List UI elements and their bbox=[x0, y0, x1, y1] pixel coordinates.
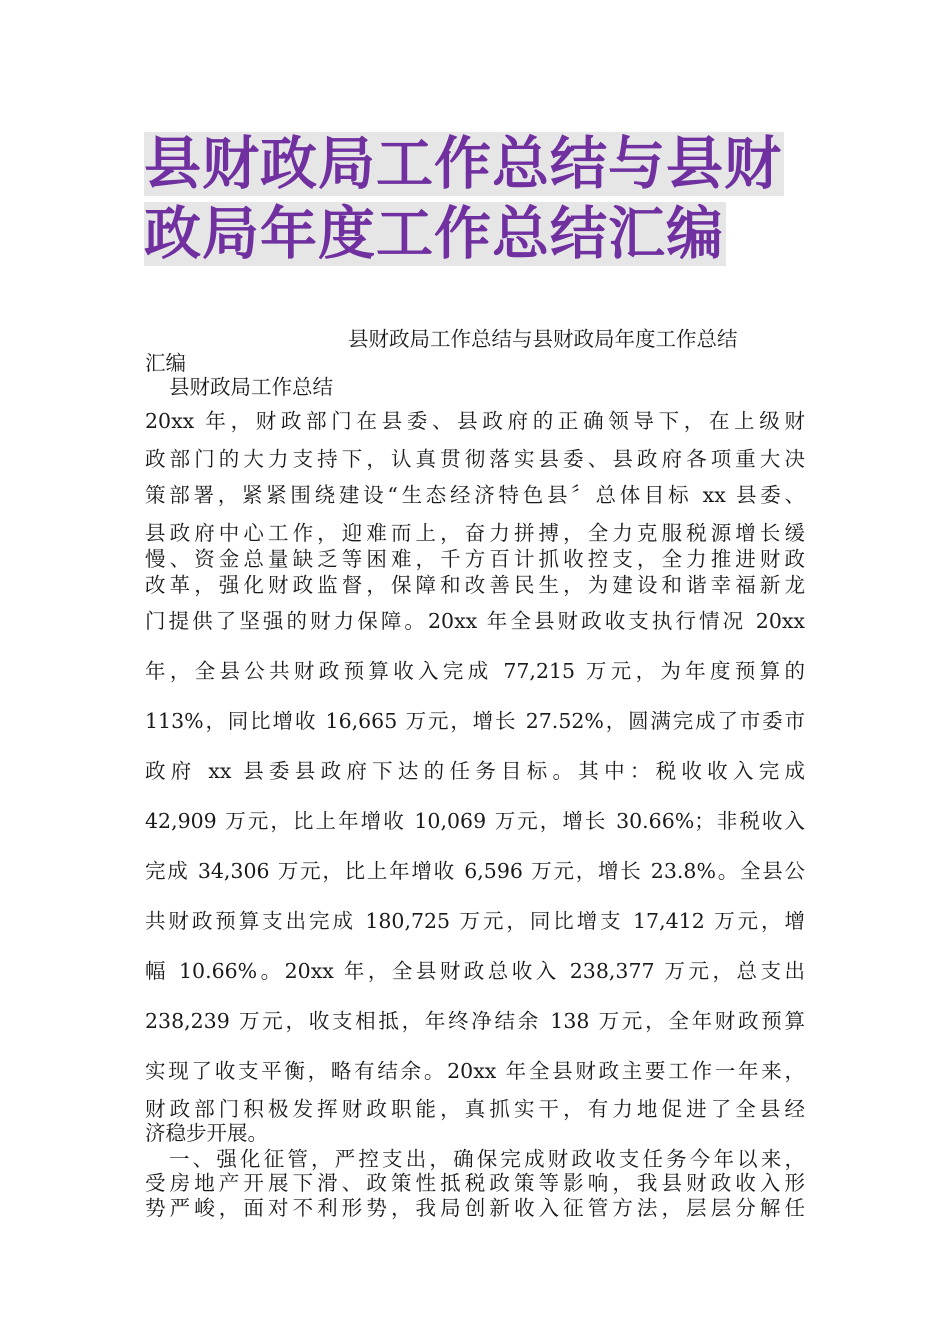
paragraph-line: 势严峻，面对不利形势，我局创新收入征管方法，层层分解任 bbox=[145, 1196, 805, 1220]
paragraph-line: 政部门的大力支持下，认真贯彻落实县委、县政府各项重大决 bbox=[145, 447, 805, 471]
paragraph-line: 完成 34,306 万元，比上年增收 6,596 万元，增长 23.8%。全县公 bbox=[145, 859, 805, 883]
paragraph-line: 共财政预算支出完成 180,725 万元，同比增支 17,412 万元，增 bbox=[145, 909, 805, 933]
paragraph-line: 42,909 万元，比上年增收 10,069 万元，增长 30.66%；非税收入 bbox=[145, 809, 805, 833]
section-heading: 县财政局工作总结 bbox=[169, 375, 333, 399]
paragraph-line: 受房地产开展下滑、政策性抵税政策等影响，我县财政收入形 bbox=[145, 1171, 805, 1195]
paragraph-line: 政府 xx 县委县政府下达的任务目标。其中：税收收入完成 bbox=[145, 759, 805, 783]
paragraph-line: 年，全县公共财政预算收入完成 77,215 万元，为年度预算的 bbox=[145, 659, 805, 683]
paragraph-line: 县政府中心工作，迎难而上，奋力拼搏，全力克服税源增长缓 bbox=[145, 521, 805, 545]
paragraph-line: 幅 10.66%。20xx 年，全县财政总收入 238,377 万元，总支出 bbox=[145, 959, 805, 983]
paragraph-line: 慢、资金总量缺乏等困难，千方百计抓收控支，全力推进财政 bbox=[145, 547, 805, 571]
paragraph-line: 实现了收支平衡，略有结余。20xx 年全县财政主要工作一年来， bbox=[145, 1059, 805, 1083]
paragraph-line: 238,239 万元，收支相抵，年终净结余 138 万元，全年财政预算 bbox=[145, 1009, 805, 1033]
title-line-2: 政局年度工作总结汇编 bbox=[144, 201, 724, 267]
paragraph-line: 财政部门积极发挥财政职能，真抓实干，有力地促进了全县经 bbox=[145, 1097, 805, 1121]
paragraph-line: 济稳步开展。 bbox=[145, 1121, 268, 1145]
paragraph-line: 改革，强化财政监督，保障和改善民生，为建设和谐幸福新龙 bbox=[145, 573, 805, 597]
subtitle-line-1: 县财政局工作总结与县财政局年度工作总结 bbox=[348, 327, 738, 351]
paragraph-line: 门提供了坚强的财力保障。20xx 年全县财政收支执行情况 20xx bbox=[145, 609, 805, 633]
paragraph-line: 20xx 年，财政部门在县委、县政府的正确领导下，在上级财 bbox=[145, 409, 805, 433]
paragraph-line: 策部署，紧紧围绕建设“生态经济特色县〞总体目标 xx 县委、 bbox=[145, 483, 805, 507]
subtitle-line-2: 汇编 bbox=[145, 351, 186, 375]
paragraph-line: 一、强化征管，严控支出，确保完成财政收支任务今年以来， bbox=[169, 1147, 805, 1171]
title-line-1: 县财政局工作总结与县财 bbox=[144, 131, 782, 197]
paragraph-line: 113%，同比增收 16,665 万元，增长 27.52%，圆满完成了市委市 bbox=[145, 709, 805, 733]
